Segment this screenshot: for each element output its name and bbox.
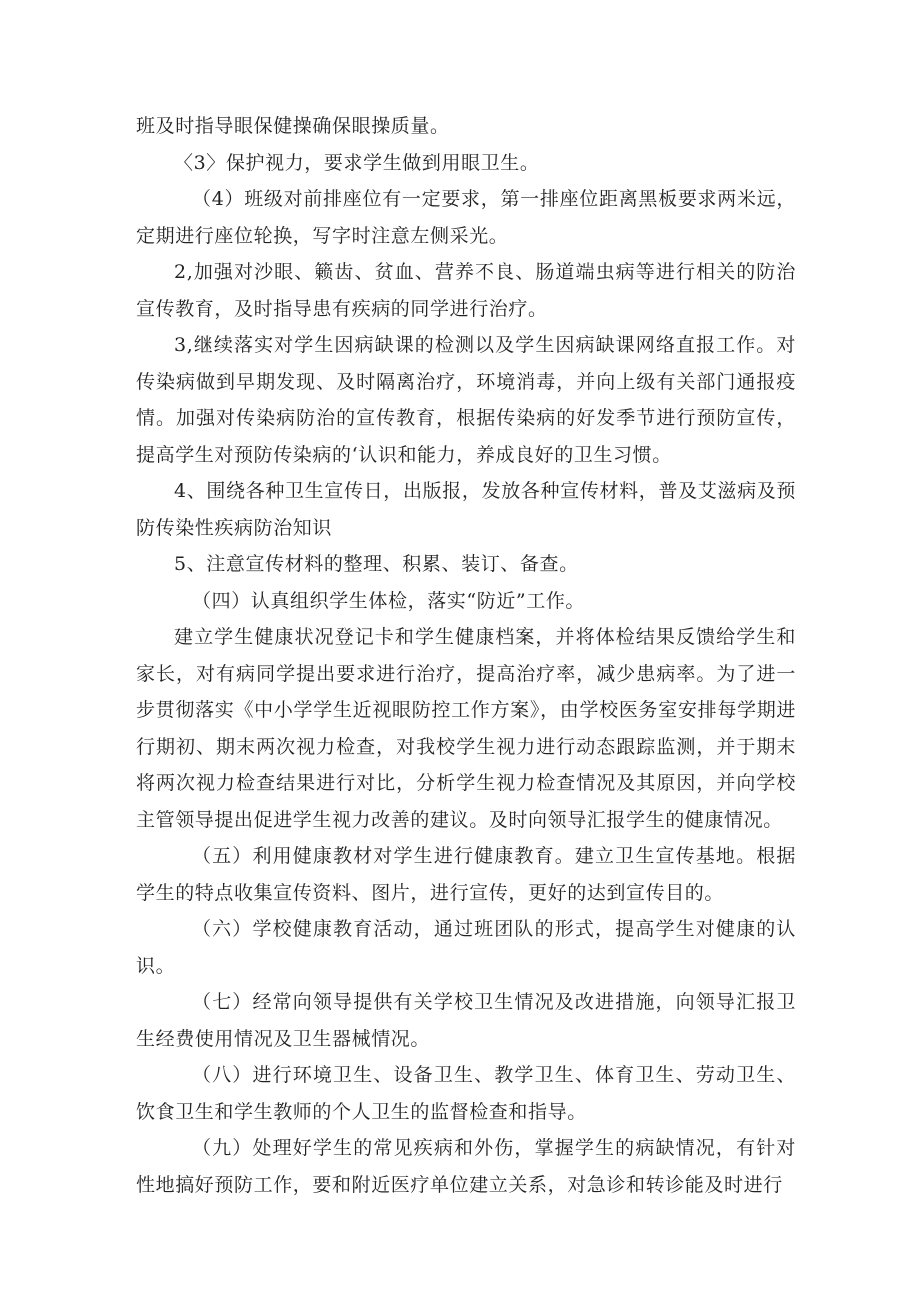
paragraph-5: 3,继续落实对学生因病缺课的检测以及学生因病缺课网络直报工作。对传染病做到早期发现、及时隔离治疗，环境消毒，并向上级有关部门通报疫情。加强对传染病防治的宣传教育，根据传染病的好发季节进行预防宣传，提高学生对预防传染病的‘认识和能力，养成良好的卫生习惯。 — [136, 334, 796, 466]
paragraph-1: 班及时指导眼保健操确保眼操质量。 — [136, 115, 450, 137]
paragraph-9: 建立学生健康状况登记卡和学生健康档案，并将体检结果反馈给学生和家长，对有病同学提出要求进行治疗，提高治疗率，减少患病率。为了进一步贯彻落实《中小学学生近视眼防控工作方案》，由学校医务室安排每学期进行期初、期末两次视力检查，对我校学生视力进行动态跟踪监测，并于期末将两次视力检查结果进行对比，分析学生视力检查情况及其原因，并向学校主管领导提出促进学生视力改善的建议。及时向领导汇报学生的健康情况。 — [136, 626, 796, 831]
paragraph-11: （六）学校健康教育活动，通过班团队的形式，提高学生对健康的认识。 — [136, 918, 796, 977]
paragraph-13: （八）进行环境卫生、设备卫生、教学卫生、体育卫生、劳动卫生、饮食卫生和学生教师的个人卫生的监督检查和指导。 — [136, 1064, 796, 1123]
paragraph-14: （九）处理好学生的常见疾病和外伤，掌握学生的病缺情况，有针对性地搞好预防工作，要和附近医疗单位建立关系，对急诊和转诊能及时进行 — [136, 1137, 796, 1196]
document-body — [136, 108, 796, 1203]
paragraph-7: 5、注意宣传材料的整理、积累、装订、备查。 — [174, 553, 579, 575]
paragraph-8: （四）认真组织学生体检，落实“防近”工作。 — [192, 589, 586, 612]
paragraph-12: （七）经常向领导提供有关学校卫生情况及改进措施，向领导汇报卫生经费使用情况及卫生器械情况。 — [136, 991, 796, 1050]
paragraph-10: （五）利用健康教材对学生进行健康教育。建立卫生宣传基地。根据学生的特点收集宣传资料、图片，进行宣传，更好的达到宣传目的。 — [136, 845, 796, 904]
paragraph-2: 〈3〉保护视力，要求学生做到用眼卫生。 — [174, 151, 540, 174]
paragraph-4: 2,加强对沙眼、籁齿、贫血、营养不良、肠道端虫病等进行相关的防治宣传教育，及时指导患有疾病的同学进行治疗。 — [136, 261, 796, 320]
paragraph-6: 4、围绕各种卫生宣传日，出版报，发放各种宣传材料，普及艾滋病及预防传染性疾病防治知识 — [136, 480, 796, 539]
paragraph-3: （4）班级对前排座位有一定要求，第一排座位距离黑板要求两米远，定期进行座位轮换，写字时注意左侧采光。 — [136, 188, 796, 247]
